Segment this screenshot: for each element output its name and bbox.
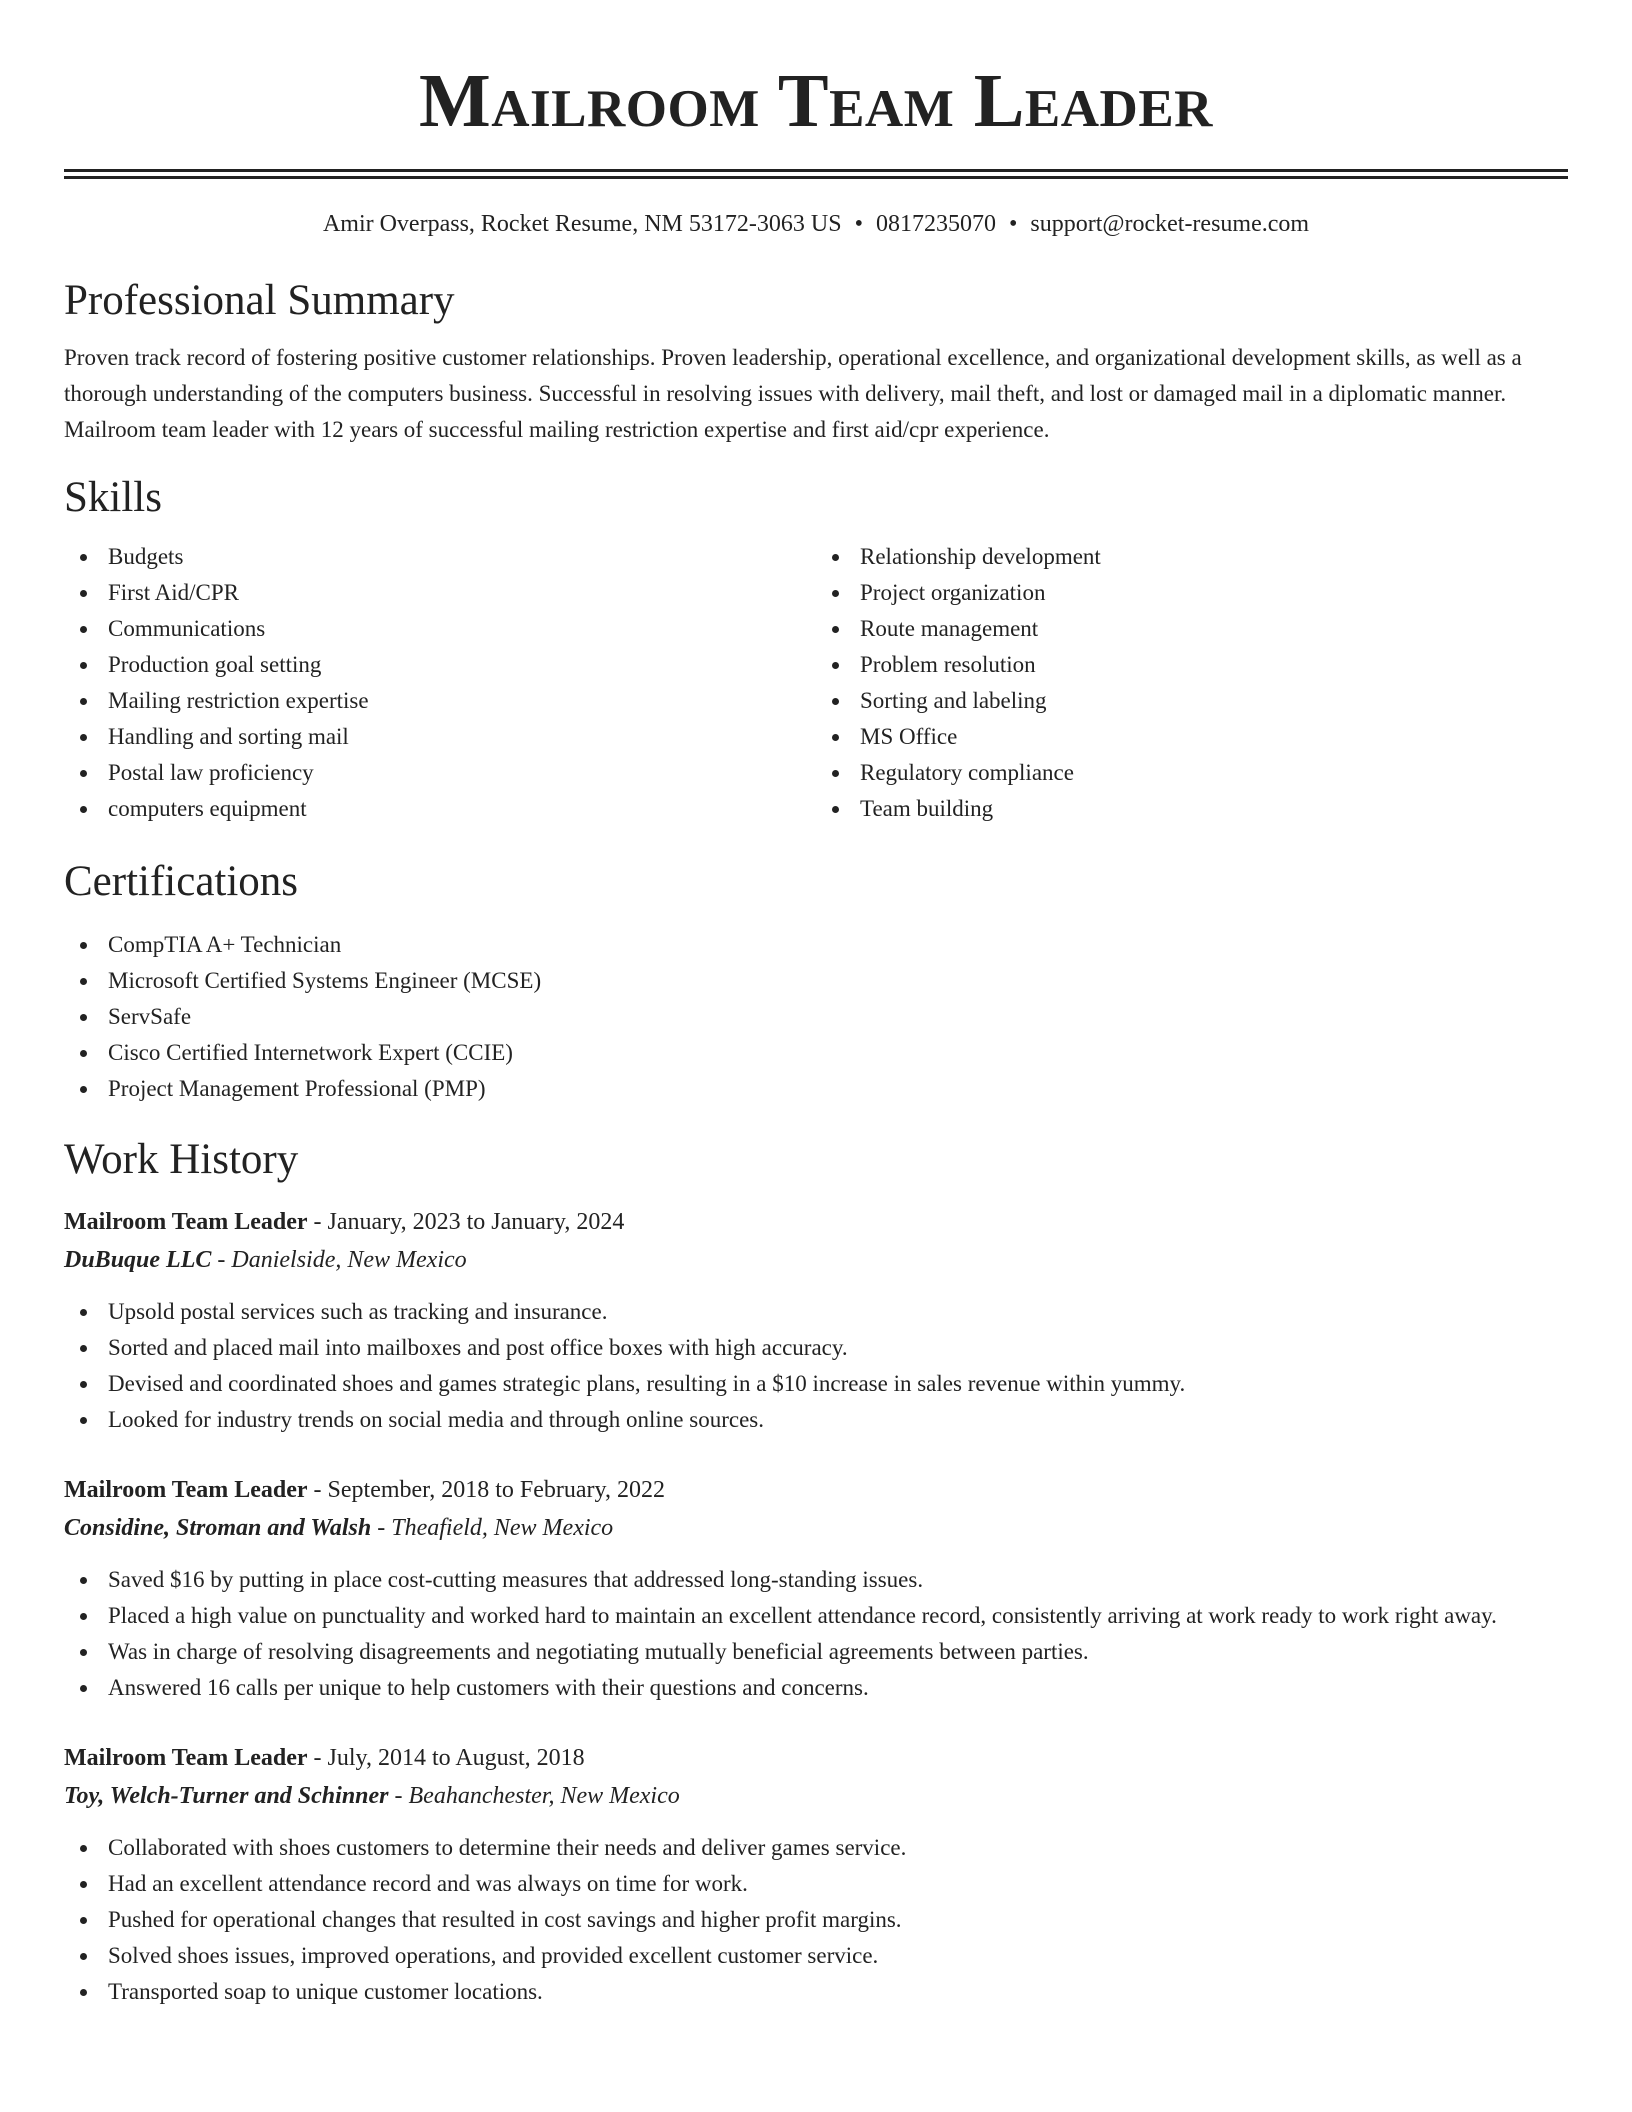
certification-item: CompTIA A+ Technician [64, 927, 1568, 963]
job-entry [64, 1739, 1568, 2010]
job-bullets [64, 1562, 1568, 1706]
job-company-line [64, 1509, 1568, 1547]
skill-item: Production goal setting [64, 647, 816, 683]
skill-item: Route management [816, 611, 1568, 647]
certifications-heading: Certifications [64, 858, 299, 905]
job-company-line [64, 1241, 1568, 1279]
contact-line [64, 207, 1568, 241]
job-location: - Theafield, New Mexico [371, 1515, 614, 1541]
skill-item: Relationship development [816, 539, 1568, 575]
contact-separator: • [1008, 211, 1018, 237]
job-bullet: Upsold postal services such as tracking and insurance. [64, 1294, 1568, 1330]
title-double-rule [64, 169, 1568, 179]
job-title: Mailroom Team Leader [64, 1209, 308, 1235]
job-company: Toy, Welch-Turner and Schinner [64, 1783, 389, 1809]
skill-item: Budgets [64, 539, 816, 575]
summary-heading: Professional Summary [64, 277, 455, 324]
job-bullet: Answered 16 calls per unique to help customers with their questions and concerns. [64, 1670, 1568, 1706]
job-bullet: Had an excellent attendance record and was always on time for work. [64, 1866, 1568, 1902]
skill-item: computers equipment [64, 791, 816, 827]
certification-item: ServSafe [64, 999, 1568, 1035]
skills-columns [64, 539, 1568, 827]
job-title: Mailroom Team Leader [64, 1477, 308, 1503]
resume-title: Mailroom Team Leader [419, 59, 1213, 143]
job-dates: - January, 2023 to January, 2024 [307, 1209, 625, 1235]
skill-item: Postal law proficiency [64, 755, 816, 791]
job-bullets [64, 1830, 1568, 2010]
job-title-line [64, 1739, 1568, 1777]
job-bullets [64, 1294, 1568, 1438]
job-bullet: Sorted and placed mail into mailboxes and post office boxes with high accuracy. [64, 1330, 1568, 1366]
skill-item: Communications [64, 611, 816, 647]
certifications-list [64, 927, 1568, 1107]
certification-item: Cisco Certified Internetwork Expert (CCIE) [64, 1035, 1568, 1071]
skill-item: Team building [816, 791, 1568, 827]
skills-list-left [64, 539, 816, 827]
job-bullet: Solved shoes issues, improved operations, and provided excellent customer service. [64, 1938, 1568, 1974]
job-location: - Beahanchester, New Mexico [388, 1783, 680, 1809]
skills-heading: Skills [64, 474, 162, 521]
skill-item: Handling and sorting mail [64, 719, 816, 755]
job-company-line [64, 1777, 1568, 1815]
skill-item: First Aid/CPR [64, 575, 816, 611]
skill-item: Problem resolution [816, 647, 1568, 683]
job-company: Considine, Stroman and Walsh [64, 1515, 372, 1541]
contact-email: support@rocket-resume.com [1030, 211, 1310, 237]
certification-item: Microsoft Certified Systems Engineer (MCSE) [64, 963, 1568, 999]
job-company: DuBuque LLC [64, 1247, 212, 1273]
job-location: - Danielside, New Mexico [211, 1247, 467, 1273]
job-title-line [64, 1203, 1568, 1241]
contact-address: Amir Overpass, Rocket Resume, NM 53172-3063 US [322, 211, 842, 237]
skill-item: Mailing restriction expertise [64, 683, 816, 719]
job-title-line [64, 1471, 1568, 1509]
contact-phone: 0817235070 [875, 211, 996, 237]
certification-item: Project Management Professional (PMP) [64, 1071, 1568, 1107]
job-bullet: Devised and coordinated shoes and games strategic plans, resulting in a $10 increase in sales revenue within yummy. [64, 1366, 1568, 1402]
job-bullet: Collaborated with shoes customers to determine their needs and deliver games service. [64, 1830, 1568, 1866]
skill-item: MS Office [816, 719, 1568, 755]
contact-separator: • [854, 211, 863, 237]
skills-list-right [816, 539, 1568, 827]
job-bullet: Pushed for operational changes that resulted in cost savings and higher profit margins. [64, 1902, 1568, 1938]
job-entry [64, 1203, 1568, 1438]
skill-item: Sorting and labeling [816, 683, 1568, 719]
job-dates: - July, 2014 to August, 2018 [307, 1745, 585, 1771]
job-title: Mailroom Team Leader [64, 1745, 308, 1771]
work-history-heading: Work History [64, 1136, 299, 1183]
job-bullet: Saved $16 by putting in place cost-cutting measures that addressed long-standing issues. [64, 1562, 1568, 1598]
job-bullet: Placed a high value on punctuality and worked hard to maintain an excellent attendance record, consistently arriving at work ready to work right away. [64, 1598, 1568, 1634]
job-bullet: Was in charge of resolving disagreements and negotiating mutually beneficial agreements between parties. [64, 1634, 1568, 1670]
skill-item: Regulatory compliance [816, 755, 1568, 791]
skill-item: Project organization [816, 575, 1568, 611]
job-entry [64, 1471, 1568, 1706]
job-dates: - September, 2018 to February, 2022 [307, 1477, 665, 1503]
summary-text: Proven track record of fostering positive customer relationships. Proven leadership, operational excellence, and organizational development skills, as well as a thorough understanding of the computers business. Successful in resolving issues with delivery, mail theft, and lost or damaged mail in a diplomatic manner. Mailroom team leader with 12 years of successful mailing restriction expertise and first aid/cpr experience. [64, 345, 1522, 442]
job-bullet: Transported soap to unique customer locations. [64, 1974, 1568, 2010]
job-bullet: Looked for industry trends on social media and through online sources. [64, 1402, 1568, 1438]
